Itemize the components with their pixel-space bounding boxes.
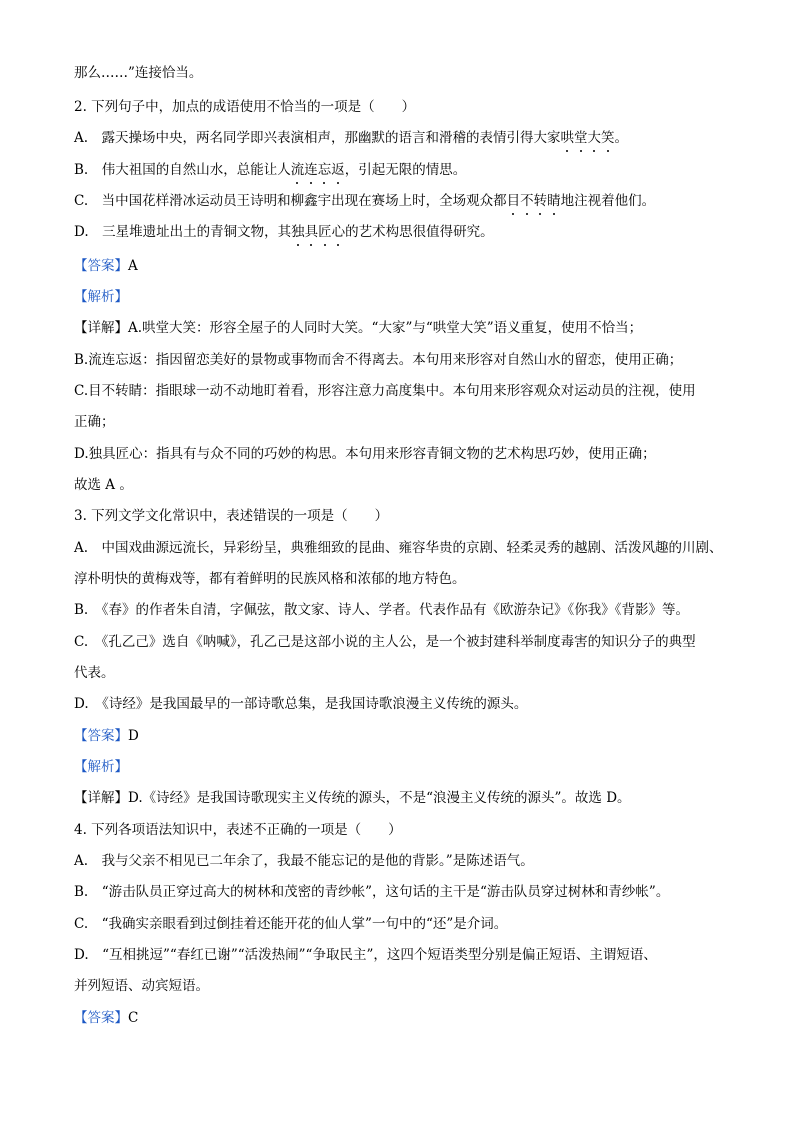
analysis-label-2: 【解析】 bbox=[74, 289, 128, 305]
analysis-2-line-1: 【详解】A.哄堂大笑：形容全屋子的人同时大笑。“大家”与“哄堂大笑”语义重复，使用不恰当； bbox=[74, 320, 643, 336]
dotted-char: 转 bbox=[533, 193, 548, 209]
option-text: B. 伟大祖国的自然山水，总能让人 bbox=[74, 162, 291, 178]
dotted-char: 流 bbox=[290, 162, 305, 178]
answer-label: 【答案】 bbox=[74, 258, 128, 274]
option-text: 。 bbox=[614, 130, 629, 146]
option-text: D. 三星堆遗址出土的青铜文物，其 bbox=[74, 224, 292, 240]
question-3: 3. 下列文学文化常识中，表述错误的一项是（ ） bbox=[74, 508, 389, 524]
answer-4 bbox=[74, 1008, 724, 1028]
answer-value: D bbox=[128, 728, 139, 744]
q2-option-c bbox=[74, 191, 724, 211]
option-text: ，引起无限的情思。 bbox=[344, 162, 467, 178]
option-text: A. 露天操场中央，两名同学即兴表演相声，那幽默的语言和滑稽的表情引得大家 bbox=[74, 130, 561, 146]
q2-option-d bbox=[74, 222, 724, 242]
dotted-char: 具 bbox=[304, 224, 319, 240]
analysis-2-line-4: 正确； bbox=[74, 414, 115, 430]
dotted-idiom bbox=[291, 162, 345, 178]
option-text: 地注视着他们。 bbox=[560, 193, 656, 209]
analysis-label-3: 【解析】 bbox=[74, 759, 128, 775]
q4-option-d-line-2: 并列短语、动宾短语。 bbox=[74, 978, 209, 994]
question-4: 4. 下列各项语法知识中，表述不正确的一项是（ ） bbox=[74, 822, 402, 838]
dotted-idiom bbox=[291, 224, 345, 240]
q3-option-a-line-2: 淳朴明快的黄梅戏等，都有着鲜明的民族风格和浓郁的地方特色。 bbox=[74, 571, 466, 587]
q4-option-b: B. “游击队员正穿过高大的树林和茂密的青纱帐”，这句话的主干是“游击队员穿过树林和青纱帐”。 bbox=[74, 884, 670, 900]
dotted-char: 忘 bbox=[317, 162, 332, 178]
answer-label: 【答案】 bbox=[74, 728, 128, 744]
answer-label: 【答案】 bbox=[74, 1010, 128, 1026]
analysis-2-line-5: D.独具匠心：指具有与众不同的巧妙的构思。本句用来形容青铜文物的艺术构思巧妙，使用正确； bbox=[74, 446, 656, 462]
q3-option-a-line-1: A. 中国戏曲源远流长，异彩纷呈，典雅细致的昆曲、雍容华贵的京剧、轻柔灵秀的越剧、活泼风趣的川剧、 bbox=[74, 540, 723, 556]
analysis-2-line-3: C.目不转睛：指眼球一动不动地盯着看，形容注意力高度集中。本句用来形容观众对运动员的注视，使用 bbox=[74, 383, 696, 399]
dotted-char: 返 bbox=[331, 162, 345, 178]
q4-option-a: A. 我与父亲不相见已二年余了，我最不能忘记的是他的背影。”是陈述语气。 bbox=[74, 853, 534, 869]
q3-option-b: B. 《春》的作者朱自清，字佩弦，散文家、诗人、学者。代表作品有《欧游杂记》《你我》《背影》等。 bbox=[74, 602, 689, 618]
question-2: 2. 下列句子中，加点的成语使用不恰当的一项是（ ） bbox=[74, 99, 416, 115]
continuation-line: 那么……”连接恰当。 bbox=[74, 65, 203, 81]
analysis-2-line-6: 故选 A 。 bbox=[74, 477, 133, 493]
dotted-char: 心 bbox=[331, 224, 346, 240]
analysis-2-line-2: B.流连忘返：指因留恋美好的景物或事物而舍不得离去。本句用来形容对自然山水的留恋，使用正确； bbox=[74, 352, 683, 368]
answer-2 bbox=[74, 256, 724, 276]
dotted-char: 不 bbox=[520, 193, 534, 209]
dotted-char: 大 bbox=[587, 130, 602, 146]
option-text: C. 当中国花样滑冰运动员王诗明和柳鑫宇出现在赛场上时，全场观众都 bbox=[74, 193, 507, 209]
q4-option-d-line-1: D. “互相挑逗”“春红已谢”“活泼热闹”“争取民主”，这四个短语类型分别是偏正短语、主谓短语、 bbox=[74, 947, 657, 963]
q3-option-c-line-1: C. 《孔乙己》选自《呐喊》，孔乙己是这部小说的主人公，是一个被封建科举制度毒害的知识分子的典型 bbox=[74, 634, 696, 650]
q4-option-c: C. “我确实亲眼看到过倒挂着还能开花的仙人掌”一句中的“还”是介词。 bbox=[74, 916, 508, 932]
analysis-3-line-1: 【详解】D.《诗经》是我国诗歌现实主义传统的源头，不是“浪漫主义传统的源头”。故选 D。 bbox=[74, 790, 631, 806]
q2-option-b bbox=[74, 160, 724, 180]
q3-option-d: D. 《诗经》是我国最早的一部诗歌总集，是我国诗歌浪漫主义传统的源头。 bbox=[74, 696, 528, 712]
option-text: 的艺术构思很值得研究。 bbox=[345, 224, 494, 240]
dotted-char: 哄 bbox=[560, 130, 575, 146]
answer-3 bbox=[74, 726, 724, 746]
dotted-char: 睛 bbox=[547, 193, 561, 209]
answer-value: A bbox=[128, 258, 138, 274]
dotted-char: 目 bbox=[506, 193, 521, 209]
dotted-char: 匠 bbox=[318, 224, 332, 240]
dotted-char: 连 bbox=[304, 162, 318, 178]
dotted-char: 独 bbox=[291, 224, 305, 240]
dotted-char: 笑 bbox=[601, 130, 615, 146]
dotted-char: 堂 bbox=[574, 130, 588, 146]
dotted-idiom bbox=[561, 130, 615, 146]
dotted-idiom bbox=[507, 193, 561, 209]
q3-option-c-line-2: 代表。 bbox=[74, 665, 115, 681]
answer-value: C bbox=[128, 1010, 139, 1026]
q2-option-a bbox=[74, 128, 724, 148]
